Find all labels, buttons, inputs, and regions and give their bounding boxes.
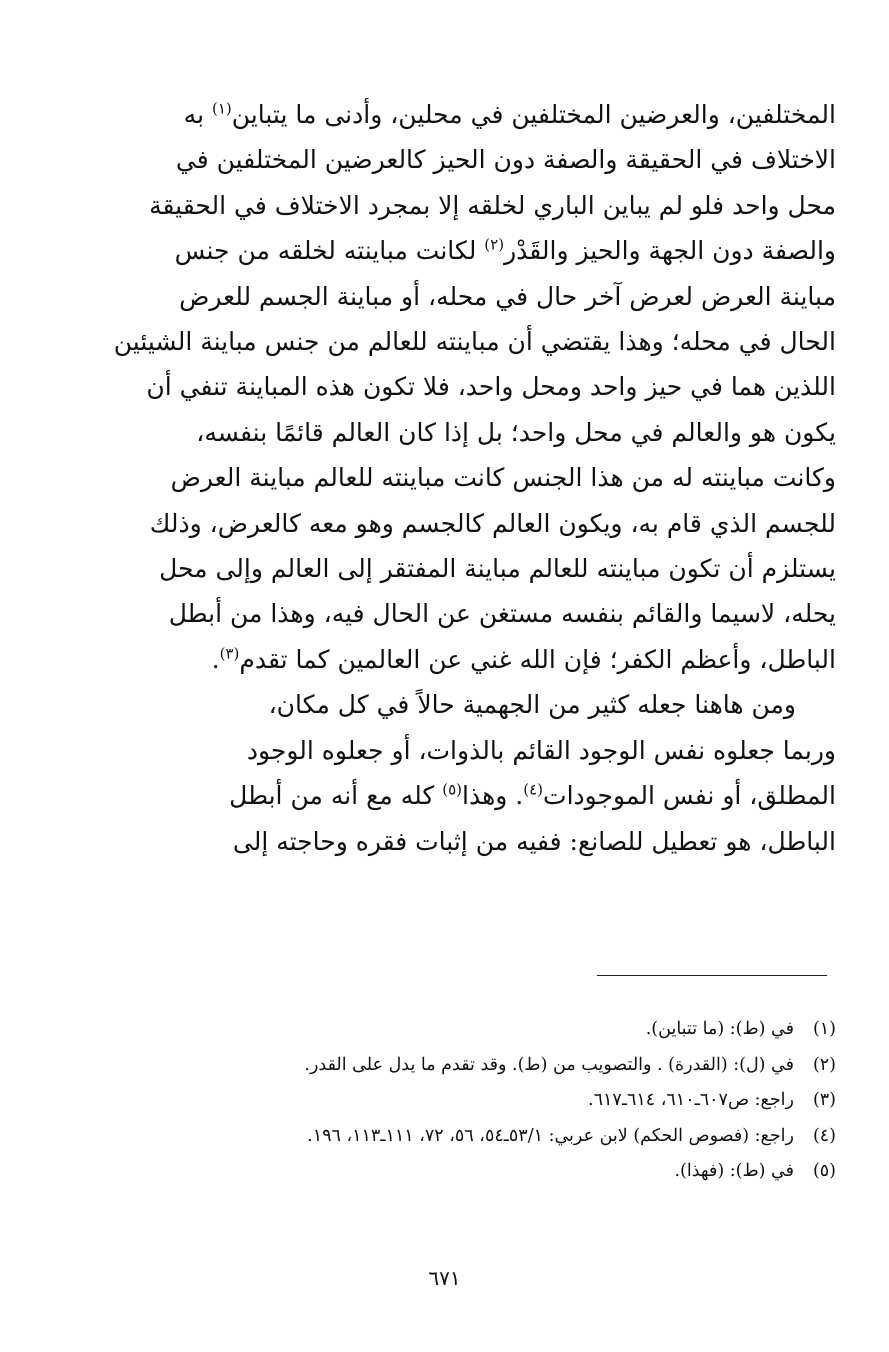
text-segment: محل واحد فلو لم يباين الباري لخلقه إلا بمجرد الاختلاف في الحقيقة <box>149 190 836 220</box>
footnote-reference: (١) <box>211 99 232 118</box>
text-line <box>160 728 836 773</box>
text-segment: والصفة دون الجهة والحيز والقَدْر <box>504 236 836 266</box>
text-line <box>149 501 836 546</box>
text-line <box>160 92 836 137</box>
footnote-reference: (٥) <box>442 780 463 799</box>
text-line <box>160 637 836 682</box>
main-text <box>113 92 836 864</box>
footnote-text: في (ط): (فهذا). <box>674 1161 794 1181</box>
text-line <box>149 183 836 228</box>
text-segment: ومن هاهنا جعله كثير من الجهمية حالاً في كل مكان، <box>268 690 796 720</box>
text-line <box>160 137 836 182</box>
text-segment: يستلزم أن تكون مباينته للعالم مباينة المفتقر إلى العالم وإلى محل <box>159 554 836 584</box>
text-segment: اللذين هما في حيز واحد ومحل واحد، فلا تكون هذه المباينة تنفي أن <box>146 372 836 402</box>
footnote-reference: (٢) <box>484 235 505 254</box>
footnote-separator <box>597 975 827 976</box>
footnote-number: (٥) <box>812 1161 836 1181</box>
footnote-item <box>160 1119 836 1155</box>
text-line <box>146 364 836 409</box>
text-line <box>160 410 836 455</box>
text-line <box>160 274 836 319</box>
footnote-reference: (٤) <box>523 780 544 799</box>
footnote-item <box>160 1083 836 1119</box>
text-line <box>160 228 836 273</box>
footnote-text: راجع: ص٦٠٧ـ٦١٠، ٦١٤ـ٦١٧. <box>588 1090 794 1110</box>
footnote-text: في (ط): (ما تتباين). <box>645 1019 794 1039</box>
footnote-reference: (٣) <box>219 644 240 663</box>
text-segment: . وهذا <box>462 781 524 811</box>
text-line <box>160 591 836 636</box>
footnote-number: (٣) <box>812 1090 836 1110</box>
text-segment: لكانت مباينته لخلقه من جنس <box>174 236 485 266</box>
footnote-number: (١) <box>812 1019 836 1039</box>
footnote-text: في (ل): (القدرة) . والتصويب من (ط). وقد تقدم ما يدل على القدر. <box>304 1054 794 1075</box>
text-segment: وكانت مباينته له من هذا الجنس كانت مباينته للعالم مباينة العرض <box>170 463 836 493</box>
text-segment: مباينة العرض لعرض آخر حال في محله، أو مباينة الجسم للعرض <box>179 281 836 311</box>
text-line <box>113 319 836 364</box>
footnotes <box>160 1012 836 1190</box>
text-segment: المختلفين، والعرضين المختلفين في محلين، وأدنى ما يتباين <box>231 100 836 129</box>
footnote-item <box>160 1048 836 1084</box>
footnote-number: (٤) <box>812 1125 836 1146</box>
text-segment: الاختلاف في الحقيقة والصفة دون الحيز كالعرضين المختلفين في <box>175 145 836 175</box>
text-segment: المطلق، أو نفس الموجودات <box>543 781 836 811</box>
text-segment: وربما جعلوه نفس الوجود القائم بالذوات، أو جعلوه الوجود <box>246 735 836 765</box>
text-segment: الحال في محله؛ وهذا يقتضي أن مباينته للعالم من جنس مباينة الشيئين <box>113 327 836 357</box>
text-segment: به <box>183 100 212 129</box>
text-line <box>160 773 836 818</box>
footnote-item <box>160 1012 836 1048</box>
text-segment: للجسم الذي قام به، ويكون العالم كالجسم وهو معه كالعرض، وذلك <box>149 508 836 538</box>
footnote-number: (٢) <box>812 1054 836 1075</box>
text-segment: يحله، لاسيما والقائم بنفسه مستغن عن الحال فيه، وهذا من أبطل <box>168 599 836 629</box>
text-line <box>160 546 836 591</box>
text-segment: كله مع أنه من أبطل <box>229 781 443 811</box>
text-segment: الباطل، وأعظم الكفر؛ فإن الله غني عن العالمين كما تقدم <box>239 644 836 674</box>
text-line <box>160 455 836 500</box>
text-line <box>160 682 836 727</box>
text-segment: الباطل، هو تعطيل للصانع: ففيه من إثبات فقره وحاجته إلى <box>232 826 836 856</box>
page-number: ٦٧١ <box>428 1266 461 1290</box>
footnote-item <box>160 1154 836 1190</box>
text-segment: . <box>211 644 220 674</box>
text-segment: يكون هو والعالم في محل واحد؛ بل إذا كان العالم قائمًا بنفسه، <box>196 417 836 447</box>
text-line <box>160 819 836 864</box>
footnote-text: راجع: (فصوص الحكم) لابن عربي: ٥٣/١ـ٥٤، ٥٦، ٧٢، ١١١ـ١١٣، ١٩٦. <box>307 1125 794 1146</box>
